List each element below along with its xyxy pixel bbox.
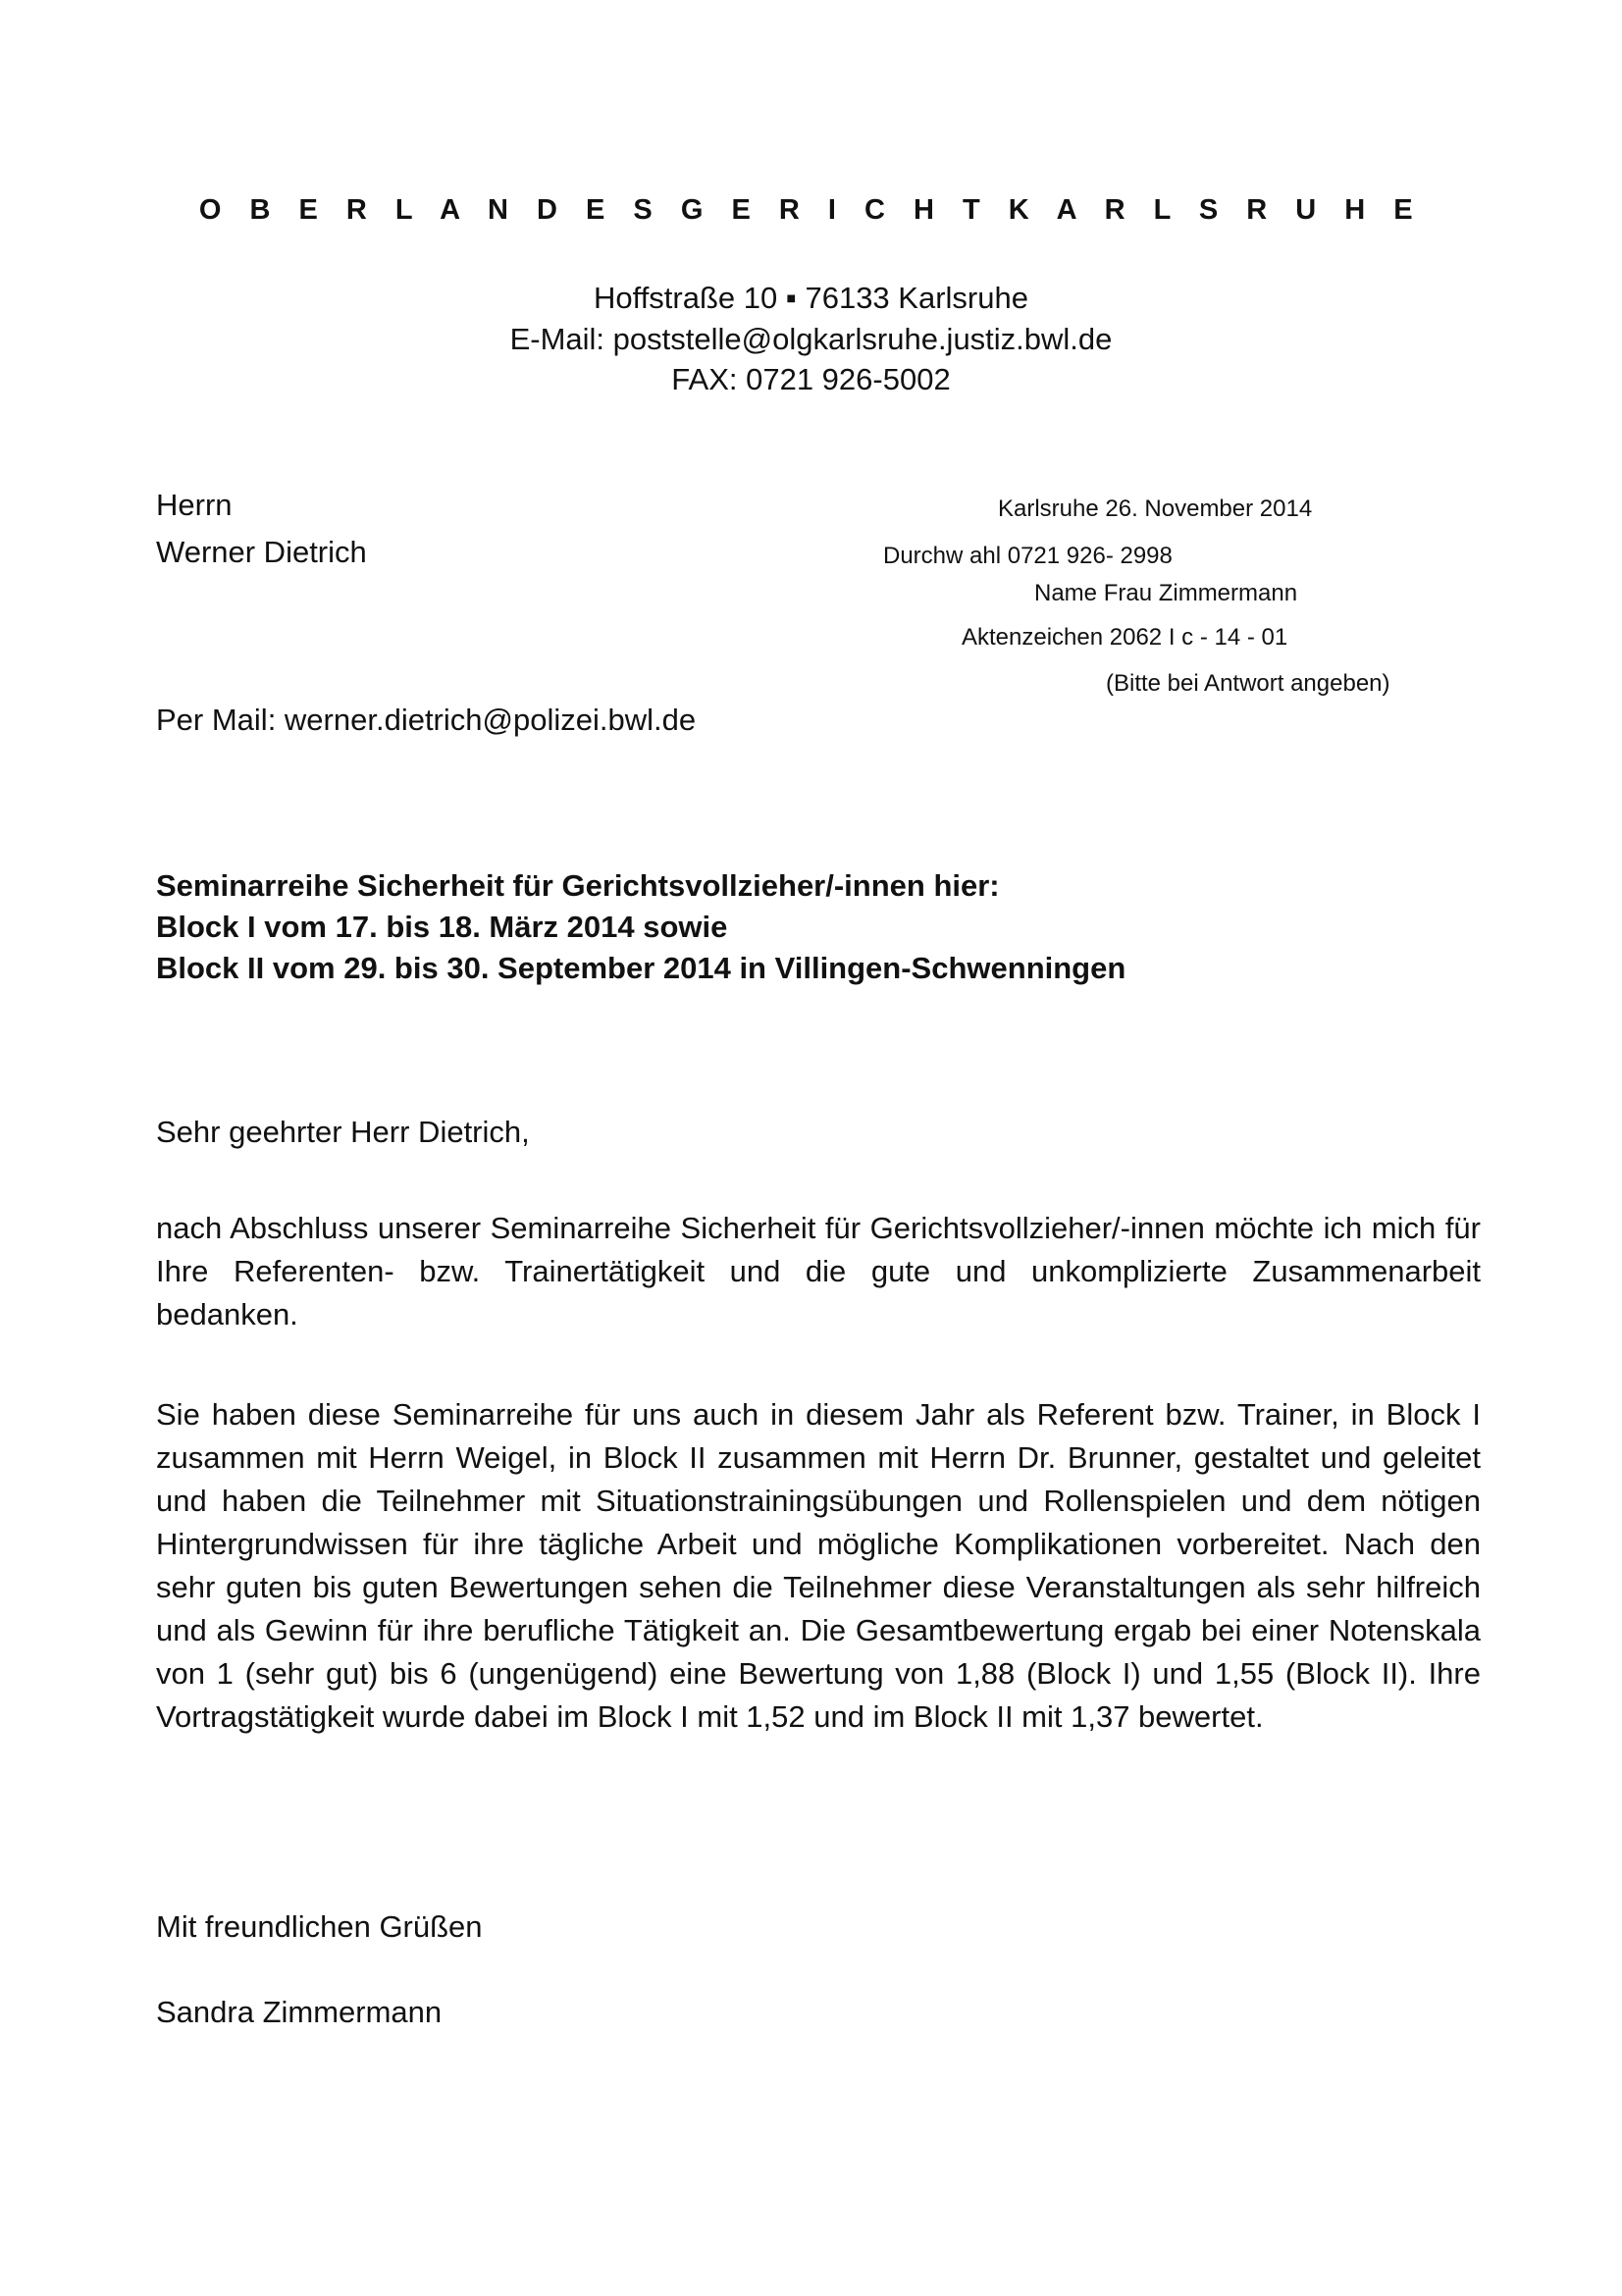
contact-name: Name Frau Zimmermann	[1034, 580, 1298, 606]
body-paragraph-2: Sie haben diese Seminarreihe für uns auch in diesem Jahr als Referent bzw. Trainer, in Block I zusammen mit Herrn Weigel, in Block II zusammen mit Herrn Dr. Brunner, gestaltet und geleitet und haben die Teilnehmer mit Situationstrainingsübungen und Rollenspielen und dem nötigen Hintergrundwissen für ihre tägliche Arbeit und mögliche Komplikationen vorbereitet. Nach den sehr guten bis guten Bewertungen sehen die Teilnehmer diese Veranstaltungen als sehr hilfreich und als Gewinn für ihre berufliche Tätigkeit an. Die Gesamtbewertung ergab bei einer Notenskala von 1 (sehr gut) bis 6 (ungenügend) eine Bewertung von 1,88 (Block I) und 1,55 (Block II). Ihre Vortragstätigkeit wurde dabei im Block I mit 1,52 und im Block II mit 1,37 bewertet.	[156, 1397, 1481, 1734]
file-number-note: (Bitte bei Antwort angeben)	[1106, 670, 1390, 697]
file-number: Aktenzeichen 2062 I c - 14 - 01	[962, 624, 1288, 651]
greeting: Sehr geehrter Herr Dietrich,	[156, 1115, 530, 1149]
court-fax: FAX: 0721 926-5002	[671, 362, 951, 396]
recipient-name: Werner Dietrich	[156, 535, 367, 569]
subject-line-3: Block II vom 29. bis 30. September 2014 in Villingen-Schwenningen	[156, 951, 1126, 985]
letter-date: Karlsruhe 26. November 2014	[998, 496, 1313, 522]
subject-line-2: Block I vom 17. bis 18. März 2014 sowie	[156, 910, 728, 944]
phone-extension: Durchw ahl 0721 926- 2998	[883, 543, 1173, 569]
court-address: Hoffstraße 10 ▪ 76133 Karlsruhe	[594, 281, 1028, 315]
court-email: E-Mail: poststelle@olgkarlsruhe.justiz.bwl.de	[509, 322, 1113, 356]
closing-regards: Mit freundlichen Grüßen	[156, 1909, 483, 1944]
subject-line-1: Seminarreihe Sicherheit für Gerichtsvollzieher/-innen hier:	[156, 868, 1000, 903]
court-name: O B E R L A N D E S G E R I C H T K A R L S R U H E	[198, 194, 1424, 226]
signature-name: Sandra Zimmermann	[156, 1995, 443, 2029]
recipient-salutation: Herrn	[156, 488, 233, 522]
body-paragraph-1: nach Abschluss unserer Seminarreihe Sicherheit für Gerichtsvollzieher/-innen möchte ich mich für Ihre Referenten- bzw. Trainertätigkeit und die gute und unkomplizierte Zusammenarbeit bedanken.	[156, 1211, 1481, 1331]
recipient-mail: Per Mail: werner.dietrich@polizei.bwl.de	[156, 703, 697, 737]
